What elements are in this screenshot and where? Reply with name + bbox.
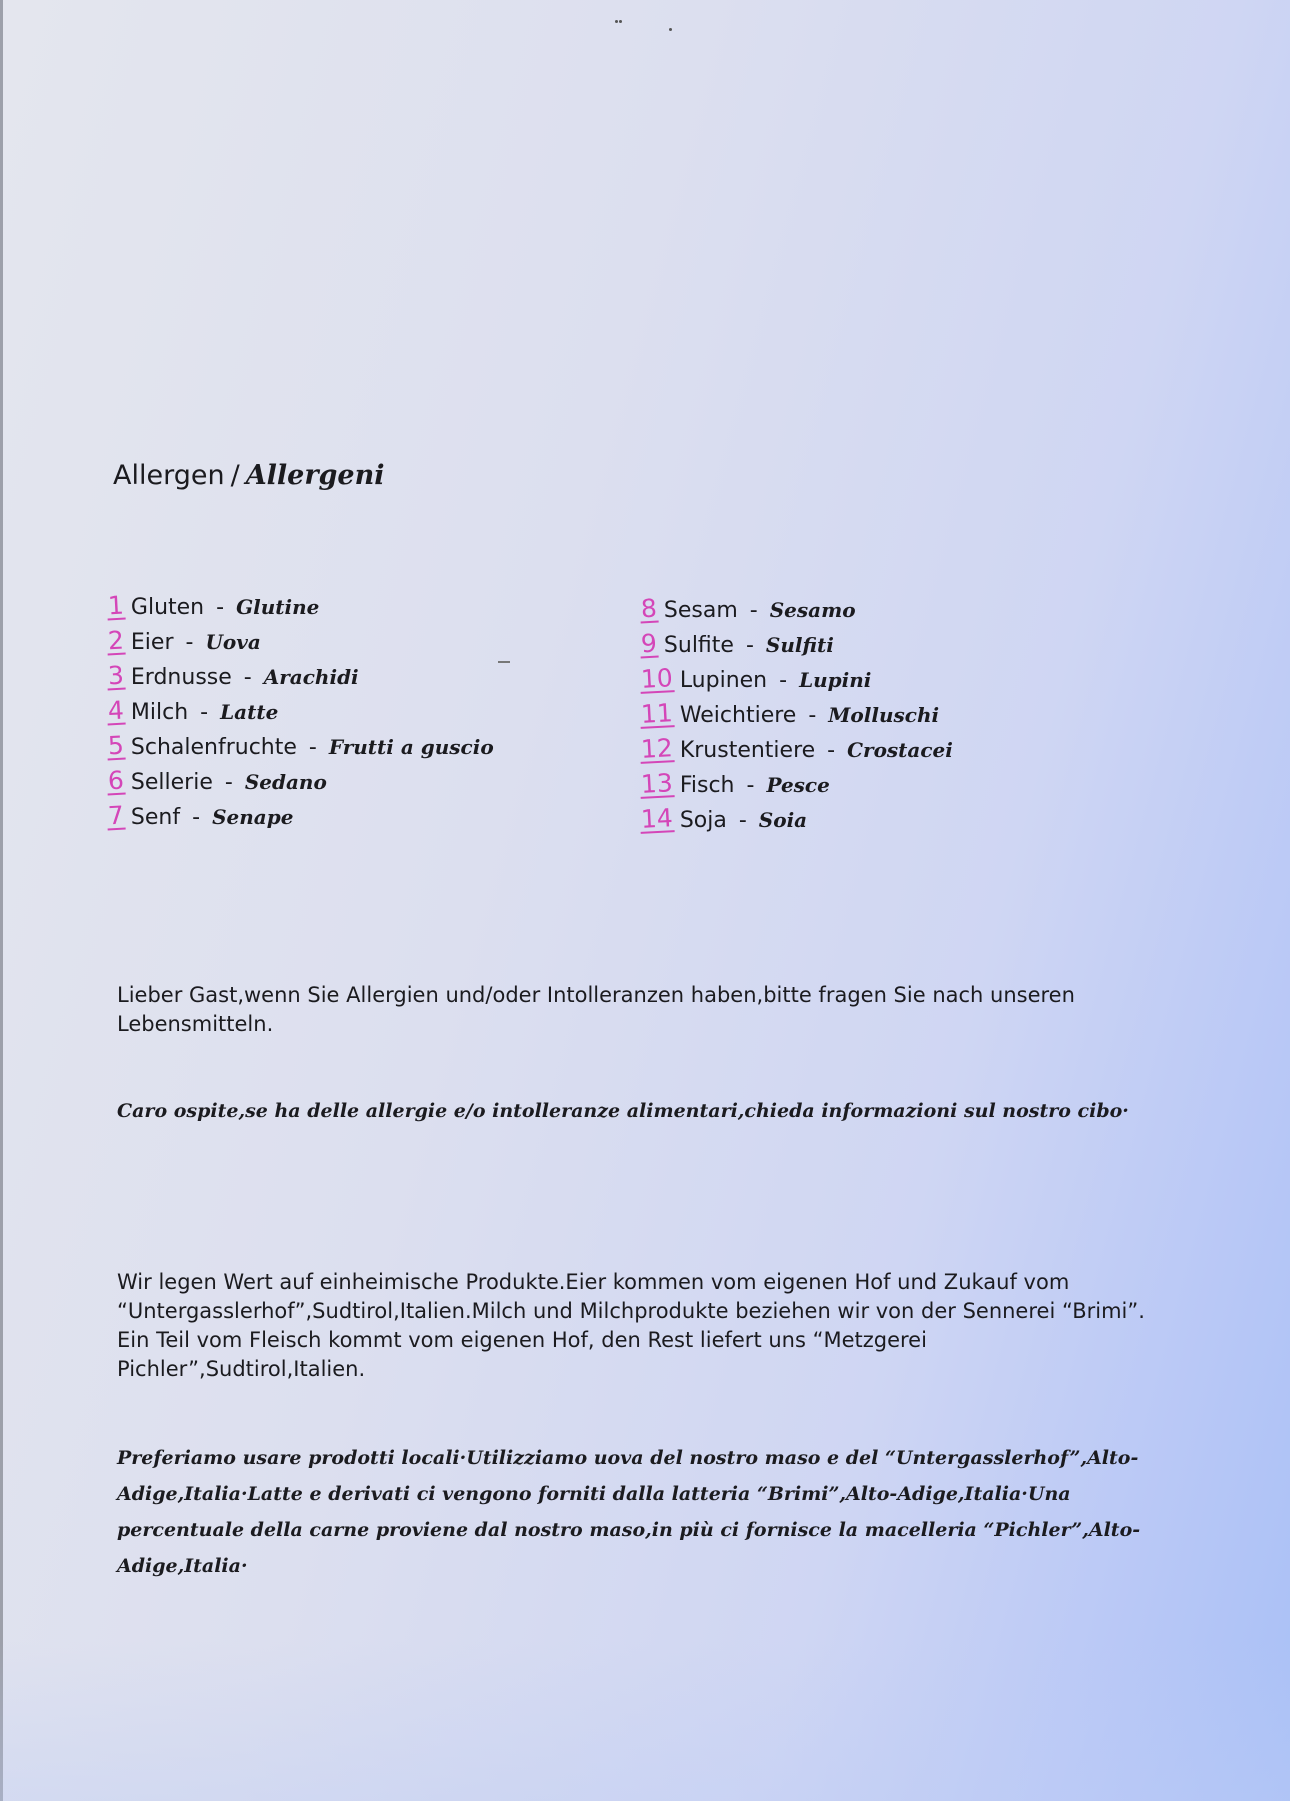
speck [669, 28, 672, 31]
allergen-number: 11 [640, 698, 674, 729]
allergen-de: Eier [130, 630, 174, 655]
allergy-notice-it: Caro ospite,se ha delle allergie e/o intolleranze alimentari,chieda informazioni sul nostro cibo· [117, 1100, 1129, 1122]
allergen-number: 4 [107, 695, 125, 726]
allergen-list-right [640, 593, 953, 838]
allergen-number: 1 [107, 590, 125, 621]
allergen-item [640, 698, 953, 733]
allergen-it: Lupini [799, 668, 872, 692]
allergen-it: Latte [220, 700, 279, 724]
title-it: Allergeni [245, 460, 385, 491]
allergen-list-left [107, 590, 494, 835]
allergen-item [640, 733, 953, 768]
allergy-notice-de: Lieber Gast,wenn Sie Allergien und/oder Intolleranzen haben,bitte fragen Sie nach unseren Lebensmitteln. [117, 983, 1075, 1036]
allergen-item [107, 765, 494, 800]
title-de: Allergen [113, 460, 225, 491]
allergen-it: Arachidi [263, 665, 359, 689]
allergen-it: Uova [205, 630, 261, 654]
allergen-item [107, 590, 494, 625]
dash: - [308, 735, 317, 760]
allergen-number: 8 [640, 593, 658, 624]
allergen-de: Lupinen [679, 668, 768, 693]
allergen-item [107, 660, 494, 695]
allergen-number: 13 [640, 768, 674, 799]
allergen-item [640, 628, 953, 663]
dash: - [738, 808, 747, 833]
allergen-item [107, 730, 494, 765]
dash: - [827, 738, 836, 763]
allergen-de: Schalenfruchte [130, 735, 297, 760]
allergen-item [640, 768, 953, 803]
title-separator: / [230, 460, 240, 491]
allergen-it: Senape [212, 805, 294, 829]
allergen-de: Senf [130, 805, 181, 830]
dash: - [185, 630, 194, 655]
allergen-it: Molluschi [828, 703, 940, 727]
speck [619, 20, 622, 23]
origin-note-de: Wir legen Wert auf einheimische Produkte.Eier kommen vom eigenen Hof und Zukauf vom “Untergasslerhof”,Sudtirol,Italien.Milch und Milchprodukte beziehen wir von der Sennerei “Brimi”. Ein Teil vom Fleisch kommt vom eigenen Hof, den Rest liefert uns “Metzgerei Pichler”,Sudtirol,Italien. [117, 1270, 1145, 1381]
allergen-de: Soja [679, 808, 727, 833]
allergen-de: Milch [130, 700, 189, 725]
allergen-item [640, 803, 953, 838]
dash: - [224, 770, 233, 795]
dash: - [808, 703, 817, 728]
allergen-it: Crostacei [847, 738, 953, 762]
allergen-item [107, 625, 494, 660]
dash: - [192, 805, 201, 830]
allergen-de: Sesam [663, 598, 738, 623]
allergen-de: Weichtiere [679, 703, 797, 728]
allergen-it: Frutti a guscio [328, 735, 494, 759]
dash: - [216, 595, 225, 620]
allergen-number: 7 [107, 800, 125, 831]
allergen-it: Sulfiti [765, 633, 834, 657]
dash: - [779, 668, 788, 693]
allergen-item [640, 663, 953, 698]
allergen-number: 14 [640, 803, 674, 834]
allergen-de: Sulfite [663, 633, 734, 658]
allergen-item [107, 800, 494, 835]
page-shading [0, 1641, 1290, 1801]
origin-note-it: Preferiamo usare prodotti locali·Utilizziamo uova del nostro maso e del “Untergasslerhof”,Alto-Adige,Italia·Latte e derivati ci vengono forniti dalla latteria “Brimi”,Alto-Adige,Italia·Una percentuale della carne proviene dal nostro maso,in più ci fornisce la macelleria “Pichler”,Alto-Adige,Italia· [117, 1447, 1141, 1577]
dash: - [243, 665, 252, 690]
allergen-it: Sedano [244, 770, 327, 794]
allergen-it: Soia [758, 808, 808, 832]
allergen-it: Sesamo [769, 598, 856, 622]
allergen-number: 10 [640, 663, 674, 694]
page-edge [0, 0, 3, 1801]
allergen-item [640, 593, 953, 628]
page-title [113, 460, 385, 491]
allergen-de: Gluten [130, 595, 205, 620]
dash: - [746, 773, 755, 798]
allergen-item [107, 695, 494, 730]
speck [615, 20, 618, 23]
allergen-it: Glutine [236, 595, 320, 619]
allergen-number: 2 [107, 625, 125, 656]
allergen-de: Fisch [679, 773, 735, 798]
dash: - [200, 700, 209, 725]
allergen-de: Sellerie [130, 770, 213, 795]
allergen-number: 9 [640, 628, 658, 659]
allergen-de: Krustentiere [679, 738, 816, 763]
allergen-number: 5 [107, 730, 125, 761]
dash: - [749, 598, 758, 623]
stray-mark [498, 661, 510, 663]
dash: - [745, 633, 754, 658]
allergen-number: 6 [107, 765, 125, 796]
allergen-number: 3 [107, 660, 125, 691]
allergen-de: Erdnusse [130, 665, 232, 690]
allergen-it: Pesce [766, 773, 830, 797]
allergen-number: 12 [640, 733, 674, 764]
